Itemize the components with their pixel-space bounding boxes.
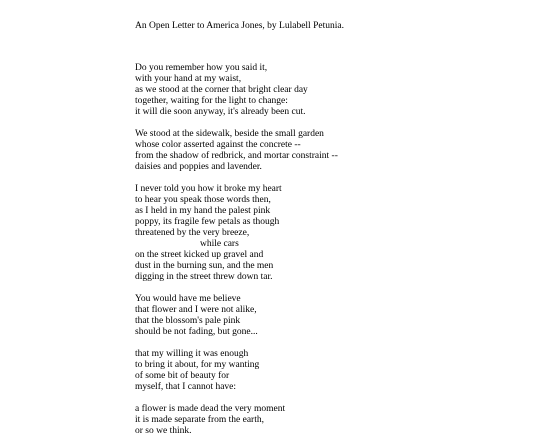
poem-line: or so we think. (135, 426, 192, 436)
poem-line: it will die soon anyway, it's already been cut. (135, 107, 306, 117)
poem-line: as I held in my hand the palest pink (135, 206, 271, 216)
poem-line: to bring it about, for my wanting (135, 360, 260, 370)
poem-line: I never told you how it broke my heart (135, 184, 282, 194)
stanza (135, 404, 515, 437)
poem-line: of some bit of beauty for (135, 371, 230, 381)
poem-line: together, waiting for the light to change: (135, 96, 288, 106)
stanza (135, 184, 515, 283)
poem-line: that the blossom's pale pink (135, 316, 241, 326)
poem-line: You would have me believe (135, 294, 241, 304)
poem-line: dust in the burning sun, and the men (135, 261, 274, 271)
stanza (135, 294, 515, 338)
poem-line: We stood at the sidewalk, beside the small garden (135, 129, 324, 139)
document-title: An Open Letter to America Jones, by Lulabell Petunia. (135, 21, 344, 31)
poem-line: Do you remember how you said it, (135, 63, 268, 73)
poem-body (135, 63, 515, 448)
poem-line: poppy, its fragile few petals as though (135, 217, 280, 227)
poem-line: to hear you speak those words then, (135, 195, 271, 205)
poem-line: from the shadow of redbrick, and mortar constraint -- (135, 151, 338, 161)
poem-line-indented: while cars (200, 239, 239, 249)
poem-line: should be not fading, but gone... (135, 327, 258, 337)
poem-line: a flower is made dead the very moment (135, 404, 286, 414)
poem-line: that my willing it was enough (135, 349, 249, 359)
poem-line: digging in the street threw down tar. (135, 272, 273, 282)
poem-line: myself, that I cannot have: (135, 382, 237, 392)
stanza (135, 129, 515, 173)
poem-line: whose color asserted against the concrete -- (135, 140, 301, 150)
poem-line: as we stood at the corner that bright clear day (135, 85, 308, 95)
stanza (135, 349, 515, 393)
stanza (135, 63, 515, 118)
poem-line: daisies and poppies and lavender. (135, 162, 262, 172)
poem-line: on the street kicked up gravel and (135, 250, 264, 260)
poem-line: it is made separate from the earth, (135, 415, 264, 425)
poem-line: with your hand at my waist, (135, 74, 242, 84)
poem-line: threatened by the very breeze, (135, 228, 250, 238)
poem-line: that flower and I were not alike, (135, 305, 257, 315)
